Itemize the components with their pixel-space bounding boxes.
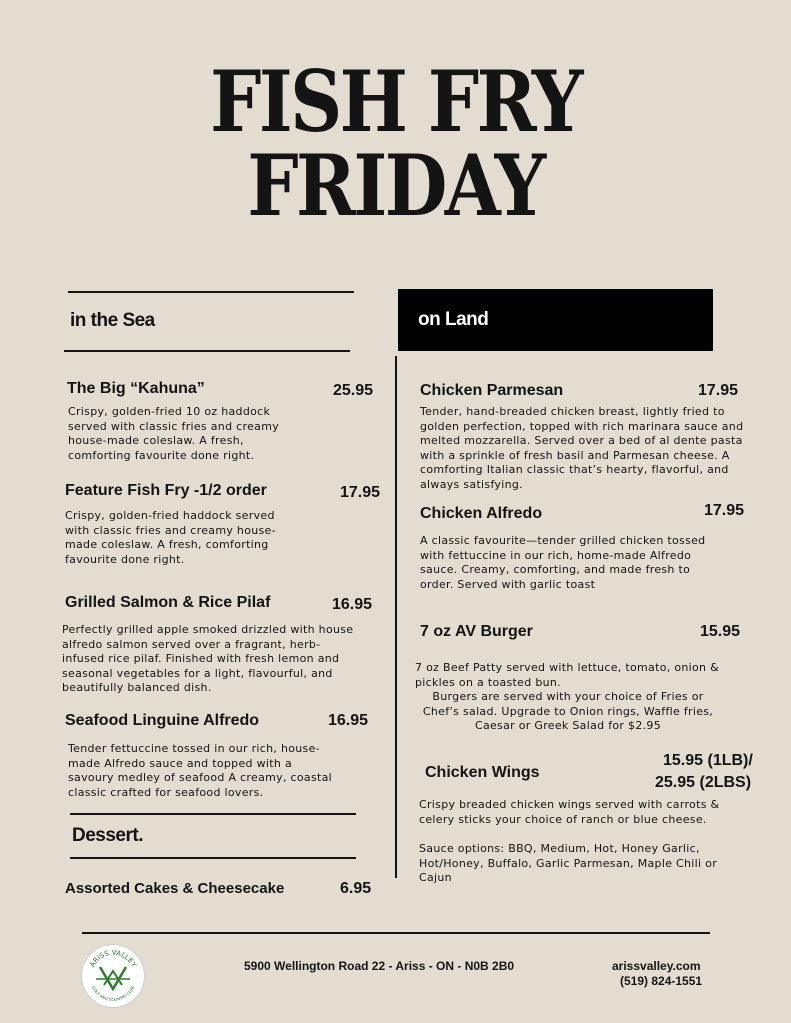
menu-item-name: Chicken Parmesan xyxy=(420,382,564,399)
menu-item-price: 17.95 xyxy=(340,484,381,501)
menu-item-description: A classic favourite—tender grilled chicken tossed with fettuccine in our rich, home-made Alfredo sauce. Creamy, comforting, and made fresh to order. Served with garlic toast xyxy=(420,534,706,591)
logo-top-text: ARISS VALLEY xyxy=(88,948,138,969)
logo-bottom-text: GOLF AND COUNTRY CLUB xyxy=(90,985,136,1003)
section-heading-land: on Land xyxy=(418,309,489,330)
footer-website[interactable]: arissvalley.com xyxy=(612,959,701,973)
menu-item-price: 17.95 xyxy=(704,502,745,519)
menu-item-name: Feature Fish Fry -1/2 order xyxy=(65,482,267,499)
footer-address: 5900 Wellington Road 22 - Ariss - ON - N0B 2B0 xyxy=(244,959,515,973)
menu-item-note: Burgers are served with your choice of Fries or Chef’s salad. Upgrade to Onion rings, Waffle fries, Caesar or Greek Salad for $2.95 xyxy=(422,690,714,732)
title-line-1: FISH FRY xyxy=(210,52,581,151)
menu-item-price: 17.95 xyxy=(698,382,739,399)
menu-item-price-large: 25.95 (2LBS) xyxy=(655,774,752,791)
menu-item-description: Crispy breaded chicken wings served with carrots & celery sticks your choice of ranch or blue cheese. xyxy=(419,798,720,826)
menu-item-name: Chicken Wings xyxy=(425,764,540,781)
menu-item-note: Sauce options: BBQ, Medium, Hot, Honey Garlic, Hot/Honey, Buffalo, Garlic Parmesan, Maple Chili or Cajun xyxy=(419,842,718,884)
menu-item-price: 15.95 xyxy=(700,623,741,640)
menu-item-description: Tender fettuccine tossed in our rich, house-made Alfredo sauce and topped with a savoury medley of seafood A creamy, coastal classic crafted for seafood lovers. xyxy=(68,742,332,799)
menu-item-price: 16.95 xyxy=(332,596,373,613)
column-divider xyxy=(395,356,397,878)
section-heading-sea: in the Sea xyxy=(70,310,155,331)
menu-item-name: The Big “Kahuna” xyxy=(67,380,205,397)
menu-item-name: Grilled Salmon & Rice Pilaf xyxy=(65,594,271,611)
menu-item-description: 7 oz Beef Patty served with lettuce, tomato, onion & pickles on a toasted bun. xyxy=(415,661,719,689)
club-logo xyxy=(81,944,145,1008)
section-heading-dessert: Dessert. xyxy=(72,825,143,846)
divider xyxy=(64,350,350,352)
club-logo-icon xyxy=(82,945,144,1007)
footer-phone[interactable]: (519) 824-1551 xyxy=(620,974,703,988)
divider xyxy=(68,291,354,293)
menu-item-description: Tender, hand-breaded chicken breast, lightly fried to golden perfection, topped with rich marinara sauce and melted mozzarella. Served over a bed of al dente pasta with a sprinkle of fresh basil and Parmesan cheese. A comforting Italian classic that’s hearty, flavorful, and always satisfying. xyxy=(420,405,744,491)
menu-item-description: Crispy, golden-fried haddock served with classic fries and creamy house-made coleslaw. A fresh, comforting favourite done right. xyxy=(65,509,276,566)
menu-item-name: 7 oz AV Burger xyxy=(420,623,533,640)
menu-item-description: Perfectly grilled apple smoked drizzled with house alfredo salmon served over a fragrant, herb-infused rice pilaf. Finished with fresh lemon and seasonal vegetables for a light, flavourful, and beautifully balanced dish. xyxy=(62,623,354,694)
menu-item-price: 25.95 xyxy=(333,382,374,399)
menu-item-name: Seafood Linguine Alfredo xyxy=(65,712,260,729)
divider xyxy=(70,857,356,859)
footer-divider xyxy=(82,932,710,934)
menu-item-description: Crispy, golden-fried 10 oz haddock served with classic fries and creamy house-made coleslaw. A fresh, comforting favourite done right. xyxy=(68,405,280,462)
menu-item-name: Assorted Cakes & Cheesecake xyxy=(65,880,285,897)
menu-item-name: Chicken Alfredo xyxy=(420,505,543,522)
menu-item-price: 15.95 (1LB)/ xyxy=(663,752,753,769)
menu-item-price: 6.95 xyxy=(340,880,372,897)
menu-item-price: 16.95 xyxy=(328,712,369,729)
title-line-2: FRIDAY xyxy=(247,136,544,235)
divider xyxy=(70,813,356,815)
